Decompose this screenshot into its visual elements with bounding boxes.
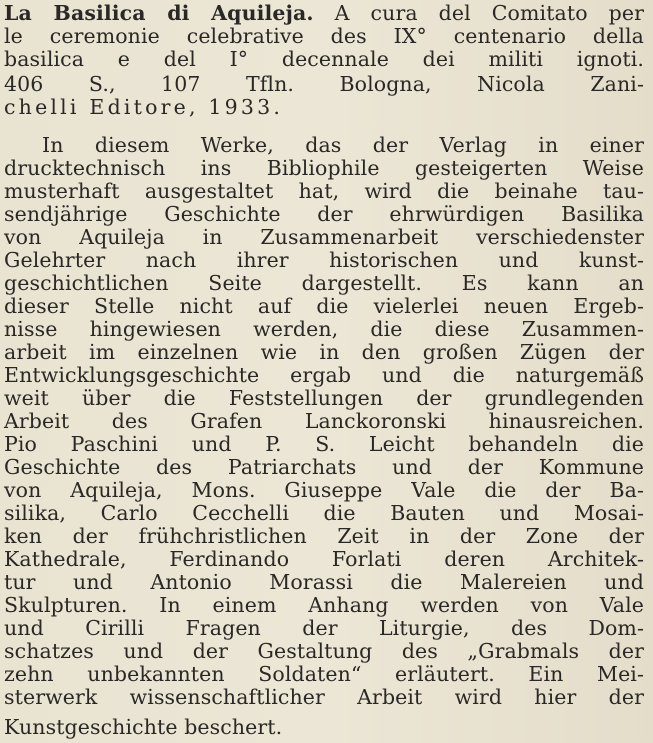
body-line: tur und Antonio Morassi die Malereien und <box>4 570 644 594</box>
body-line: weit über die Feststellungen der grundlegenden <box>4 386 644 410</box>
body-line: Skulpturen. In einem Anhang werden von Vale <box>4 593 644 617</box>
body-line: schatzes und der Gestaltung des „Grabmals der <box>4 639 644 663</box>
body-line: dieser Stelle nicht auf die vielerlei neuen Ergeb- <box>4 294 644 318</box>
citation-publisher-line: chelli Editore, 1933. <box>4 95 284 119</box>
body-line: sendjährige Geschichte der ehrwürdigen Basilika <box>4 202 644 226</box>
book-title: La Basilica di Aquileja. <box>4 1 314 25</box>
body-line: musterhaft ausgestaltet hat, wird die beinahe tau- <box>4 179 644 203</box>
citation-line-4 <box>4 73 644 95</box>
citation-publication-line: 406 S., 107 Tfln. Bologna, Nicola Zani- <box>4 72 644 96</box>
body-line: silika, Carlo Cecchelli die Bauten und Mosai- <box>4 501 644 525</box>
citation-editor: A cura del Comitato per <box>313 1 644 25</box>
body-line: und Cirilli Fragen der Liturgie, des Dom- <box>4 616 644 640</box>
citation-line-2-text: le ceremonie celebrative des IX° centenario della <box>4 24 644 48</box>
citation-line-5 <box>4 96 283 118</box>
body-line: Arbeit des Grafen Lanckoronski hinausreichen. <box>4 409 644 433</box>
citation-line-3 <box>4 48 644 70</box>
body-line: nisse hingewiesen werden, die diese Zusammen- <box>4 317 644 341</box>
citation-line-1-text <box>4 2 644 24</box>
body-line: Kathedrale, Ferdinando Forlati deren Architek- <box>4 547 644 571</box>
body-line: Pio Paschini und P. S. Leicht behandeln die <box>4 432 644 456</box>
citation-line-2 <box>4 25 644 47</box>
body-line: ken der frühchristlichen Zeit in der Zone der <box>4 524 644 548</box>
body-line: Geschichte des Patriarchats und der Kommune <box>4 455 644 479</box>
body-line: von Aquileja, Mons. Giuseppe Vale die der Ba- <box>4 478 644 502</box>
body-line-last: Kunstgeschichte beschert. <box>4 715 283 739</box>
body-line: In diesem Werke, das der Verlag in einer <box>42 133 644 157</box>
body-line: von Aquileja in Zusammenarbeit verschiedenster <box>4 225 644 249</box>
citation-line-3-text: basilica e del I° decennale dei militi ignoti. <box>4 47 644 71</box>
body-line: Entwicklungsgeschichte ergab und die naturgemäß <box>4 363 644 387</box>
body-line: zehn unbekannten Soldaten“ erläutert. Ein Mei- <box>4 662 644 686</box>
body-line: sterwerk wissenschaftlicher Arbeit wird hier der <box>4 685 644 709</box>
citation-line-1 <box>4 2 644 24</box>
body-line: Gelehrter nach ihrer historischen und kunst- <box>4 248 644 272</box>
body-line: drucktechnisch ins Bibliophile gesteigerten Weise <box>4 156 644 180</box>
body-line: geschichtlichen Seite dargestellt. Es kann an <box>4 271 644 295</box>
body-line: arbeit im einzelnen wie in den großen Zügen der <box>4 340 644 364</box>
